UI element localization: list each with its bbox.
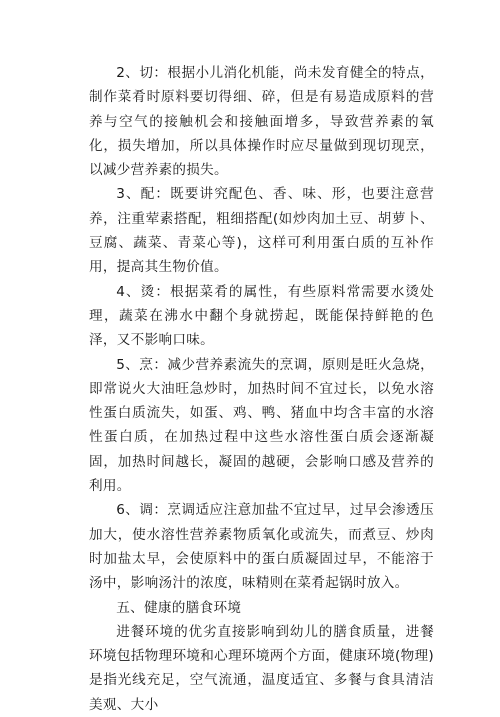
paragraph-cooking: 5、烹：减少营养素流失的烹调，原则是旺火急烧，即常说火大油旺急炒时，加热时间不宜过长，以免水溶性蛋白质流失，如蛋、鸡、鸭、猪血中均含丰富的水溶性蛋白质，在加热过程中这些水溶性蛋白质会逐渐凝固，加热时间越长，凝固的越硬，会影响口感及营养的利用。 [89,356,434,495]
document-body [89,61,434,717]
paragraph-blanching: 4、烫：根据菜肴的属性，有些原料常需要水烫处理，蔬菜在沸水中翻个身就捞起，既能保持鲜艳的色泽，又不影响口味。 [89,283,434,349]
paragraph-seasoning: 6、调：烹调适应注意加盐不宜过早，过早会渗透压加大，使水溶性营养素物质氧化或流失，而煮豆、炒肉时加盐太早，会使原料中的蛋白质凝固过早，不能溶于汤中，影响汤汁的浓度，味精则在菜肴起锅时放入。 [89,502,434,592]
paragraph-matching: 3、配：既要讲究配色、香、味、形，也要注意营养，注重荤素搭配，粗细搭配(如炒肉加土豆、胡萝卜、豆腐、蔬菜、青菜心等)，这样可利用蛋白质的互补作用，提高其生物价值。 [89,186,434,276]
paragraph-cutting: 2、切：根据小儿消化机能，尚未发育健全的特点，制作菜肴时原料要切得细、碎，但是有易造成原料的营养与空气的接触机会和接触面增多，导致营养素的氧化，损失增加，所以具体操作时应尽量做到现切现烹，以减少营养素的损失。 [89,65,434,179]
paragraph-dining-environment: 进餐环境的优劣直接影响到幼儿的膳食质量，进餐环境包括物理环境和心理环境两个方面，健康环境(物理)是指光线充足，空气流通，温度适宜、多餐与食具清洁美观、大小 [89,623,434,713]
section-heading: 五、健康的膳食环境 [116,599,242,616]
